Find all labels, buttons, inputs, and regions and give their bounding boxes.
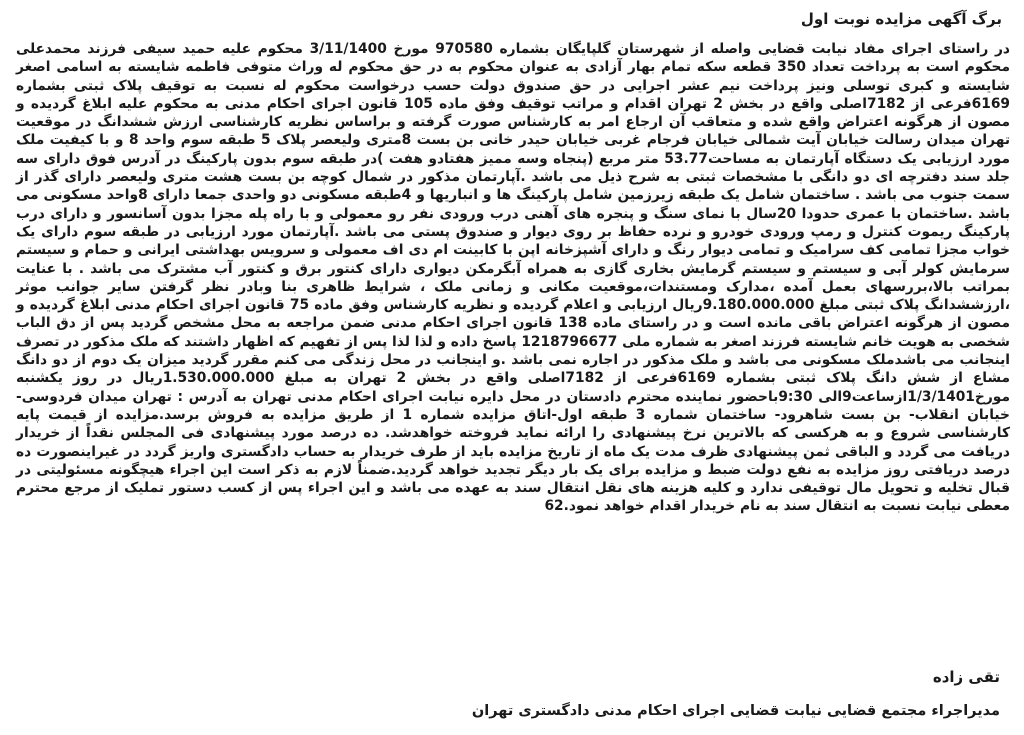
signer-name: تقی زاده: [932, 668, 1000, 686]
notice-body: در راستای اجرای مفاد نیابت قضایی واصله از شهرستان گلپایگان بشماره 970580 مورخ 3/11/1400 محکوم علیه حمید سیفی فرزند محمدعلی محکوم است به پرداخت تعداد 350 قطعه سکه تمام بهار آزادی به عنوان محکوم به در حق محکوم له وراث متوفی فاطمه شایسته به اسامی اصغر شایسته و کبری توسلی ونیز پرداخت نیم عشر اجرایی در حق صندوق دولت حسب درخواست محکوم له نسبت به توقیف پلاک ثبتی بشماره 6169فرعی از 7182اصلی واقع در بخش 2 تهران اقدام و مراتب توقیف وفق ماده 105 قانون اجرای احکام مدنی به محکوم علیه ابلاغ گردیده و مصون از هرگونه اعتراض واقع شده و متعاقب آن ارجاع امر به کارشناس صورت گرفته و براساس نظریه کارشناسی ارزش ششدانگ در موقعیت تهران میدان رسالت خیابان آیت شمالی خیابان فرجام غربی خیابان حیدر خانی بن بست 8متری ولیعصر پلاک 5 طبقه سوم واحد 8 و با کیفیت ملک مورد ارزیابی یک دستگاه آپارتمان به مساحت53.77 متر مربع (پنجاه وسه ممیز هفتادو هفت )در طبقه سوم بدون پارکینگ در آدرس فوق دارای سه جلد سند دفترچه ای دو دانگی با مشخصات ثبتی به شرح ذیل می باشد .آپارتمان مذکور در شمال کوچه بن بست هشت متری ولیعصر دارای گذر از سمت جنوب می باشد . ساختمان شامل یک طبقه زیرزمین شامل پارکینگ ها و انباریها و 4طبقه مسکونی دو واحدی جمعا دارای 8واحد مسکونی می باشد .ساختمان با عمری حدودا 20سال با نمای سنگ و پنجره های آهنی درب ورودی نفر رو معمولی و با راه پله مجزا بدون آسانسور و دارای درب پارکینگ ریموت کنترل و رمپ ورودی خودرو و نرده حفاظ بر روی دیوار و صندوق پستی می باشد .آپارتمان مورد ارزیابی در طبقه سوم دارای یک خواب مجزا تمامی کف سرامیک و تمامی دیوار رنگ و دارای آشپزخانه اپن با کابینت ام دی اف معمولی و سرویس بهداشتی ایرانی و حمام و سیستم سرمایش کولر آبی و سیستم و سیستم گرمایش بخاری گازی به همراه آبگرمکن دیواری دارای کنتور برق و کنتور آب مشترک می باشد . با عنایت بمراتب بالا،بررسهای بعمل آمده ،مدارک ومستندات،موقعیت مکانی و زمانی ملک ، شرایط ظاهری بنا وبادر نظر گرفتن سایر جوانب موثر ،ارزششدانگ پلاک ثبتی مبلغ 9.180.000.000ریال ارزیابی و اعلام گردیده و نظریه کارشناس وفق ماده 75 قانون اجرای احکام مدنی ابلاغ گردیده و مصون از هرگونه اعتراض باقی مانده است و در راستای ماده 138 قانون اجرای احکام مدنی ضمن مراجعه به محل مشخص گردید پس از دق الباب شخصی به هویت خانم شایسته فرزند اصغر به شماره ملی 1218796677 پاسخ داده و لذا لذا پس از تفهیم که اظهار داشتند که ملک مذکور در تصرف اینجانب می باشدملک مسکونی می باشد و ملک مذکور در اجاره نمی باشد .و اینجانب در محل زندگی می کنم مقرر گردید میزان یک دوم از دو دانگ مشاع از شش دانگ پلاک ثبتی بشماره 6169فرعی از 7182اصلی واقع در بخش 2 تهران به مبلغ 1.530.000.000ریال در روز یکشنبه مورخ1/3/1401ازساعت9الی 9:30باحضور نماینده محترم دادستان در محل دایره نیابت اجرای احکام مدنی تهران به آدرس : تهران میدان فردوسی- خیابان انقلاب- بن بست شاهرود- ساختمان شماره 3 طبقه اول-اتاق مزایده شماره 1 از طریق مزایده به فروش برسد.مزایده از قیمت پایه کارشناسی شروع و به هرکسی که بالاترین نرخ پیشنهادی را ارائه نماید فروخته خواهدشد. ده درصد مورد پیشنهادی فی المجلس نقداً از خریدار دریافت می گردد و الباقی ثمن پیشنهادی ظرف مدت یک ماه از تاریخ مزایده باید از طرف خریدار به حساب دادگستری واریز گردد در غیراینصورت ده درصد دریافتی روز مزایده به نفع دولت ضبط و مزایده برای یک بار دیگر تجدید خواهد گردید.ضمناً لازم به ذکر است این اجراء هیچگونه مسئولیتی در قبال تخلیه و تحویل مال توقیفی ندارد و کلیه هزینه های نقل انتقال سند به عهده می باشد و این اجراء پس از کسب دستور تملیک از مرجع محترم معطی نیابت نسبت به انتقال سند به نام خریدار اقدام خواهد نمود.62: [16, 41, 1011, 515]
issuing-office: مدیراجراء مجتمع قضایی نیابت قضایی اجرای احکام مدنی دادگستری تهران: [471, 703, 1000, 719]
notice-title: برگ آگهی مزایده نوبت اول: [800, 10, 1002, 28]
